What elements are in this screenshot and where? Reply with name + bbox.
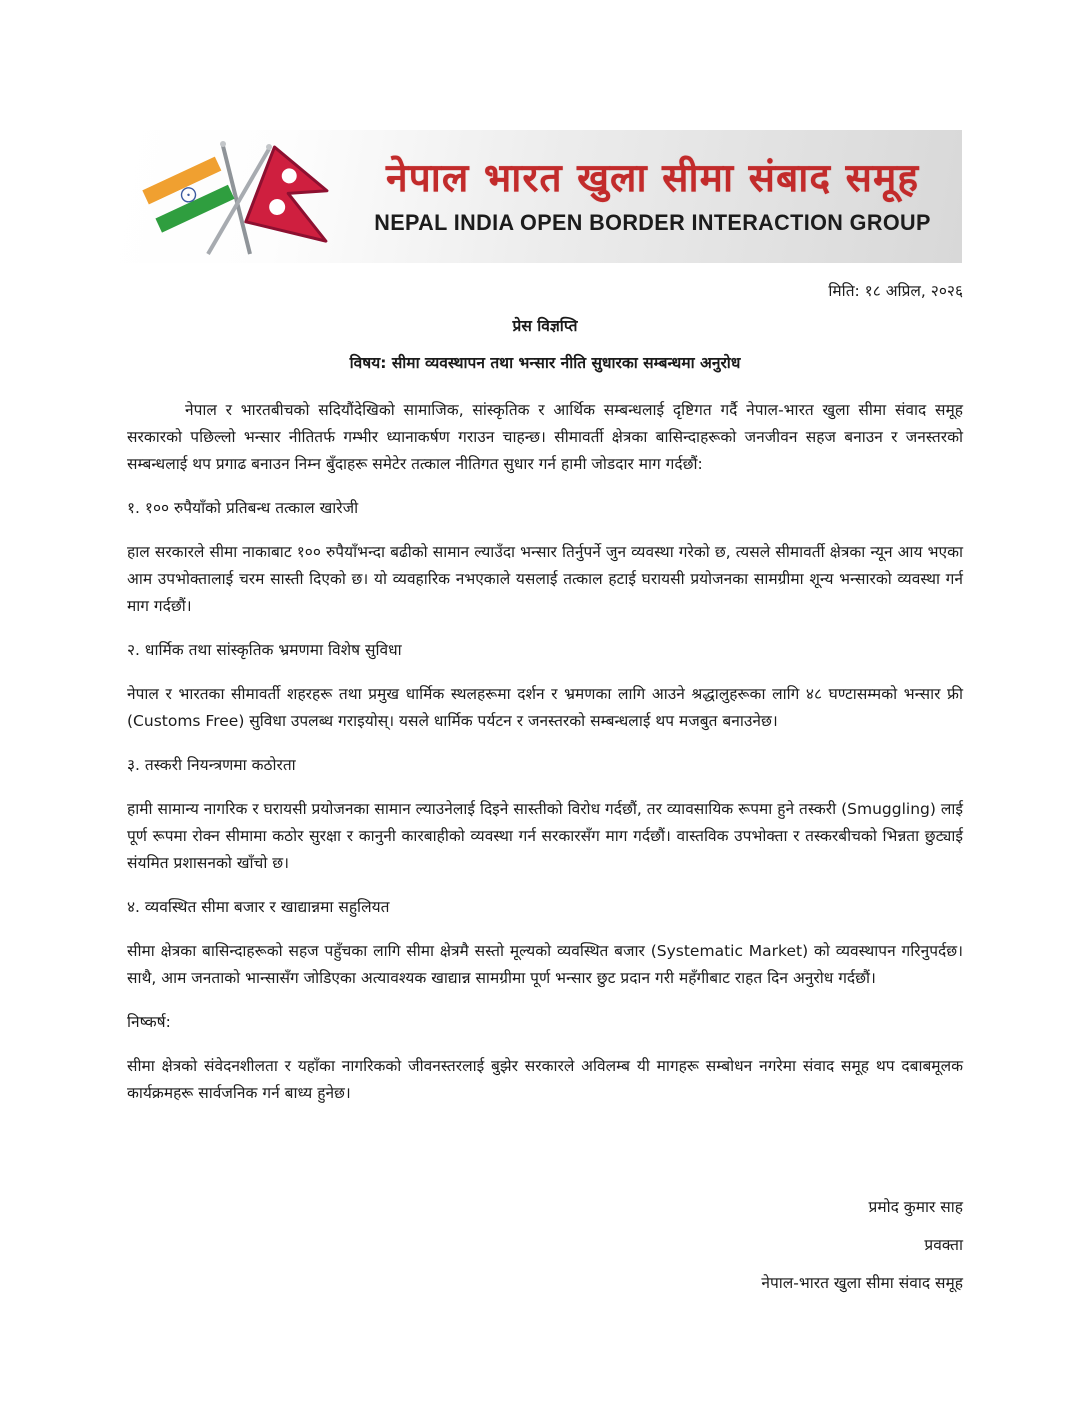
org-name-block [355, 157, 962, 237]
india-flag-icon [142, 157, 234, 233]
section-4-body: सीमा क्षेत्रका बासिन्दाहरूको सहज पहुँचका लागि सीमा क्षेत्रमै सस्तो मूल्यको व्यवस्थित बजार (Systematic Market) को व्यवस्थापन गरिनुपर्दछ। साथै, आम जनताको भान्सासँग जोडिएका अत्यावश्यक खाद्यान्न सामग्रीमा पूर्ण भन्सार छुट प्रदान गरी महँगीबाट राहत दिन अनुरोध गर्दछौं। [127, 942, 963, 987]
signatory-org: नेपाल-भारत खुला सीमा संवाद समूह [761, 1274, 963, 1292]
section-2-heading: २. धार्मिक तथा सांस्कृतिक भ्रमणमा विशेष सुविधा [127, 641, 402, 659]
section-4-heading: ४. व्यवस्थित सीमा बजार र खाद्यान्नमा सहुलियत [127, 898, 390, 916]
document-content [127, 278, 963, 1309]
org-logo [120, 130, 355, 263]
org-name-nepali: नेपाल भारत खुला सीमा संबाद समूह [385, 155, 920, 201]
signature-block [127, 1195, 963, 1296]
intro-paragraph: नेपाल र भारतबीचको सदियौंदेखिको सामाजिक, सांस्कृतिक र आर्थिक सम्बन्धलाई दृष्टिगत गर्दै नेपाल-भारत खुला सीमा संवाद समूह सरकारको पछिल्लो भन्सार नीतितर्फ गम्भीर ध्यानाकर्षण गराउन चाहन्छ। सीमावर्ती क्षेत्रका बासिन्दाहरूको जनजीवन सहज बनाउन र जनस्तरको सम्बन्धलाई थप प्रगाढ बनाउन निम्न बुँदाहरू समेटेर तत्काल नीतिगत सुधार गर्न हामी जोडदार माग गर्दछौं: [127, 401, 963, 473]
nepal-flag-icon [245, 145, 338, 242]
section-3-heading: ३. तस्करी नियन्त्रणमा कठोरता [127, 756, 296, 774]
org-name-english: NEPAL INDIA OPEN BORDER INTERACTION GROUP [374, 210, 931, 236]
conclusion-body: सीमा क्षेत्रको संवेदनशीलता र यहाँका नागरिकको जीवनस्तरलाई बुझेर सरकारले अविलम्ब यी मागहरू सम्बोधन नगरेमा संवाद समूह थप दबाबमूलक कार्यक्रमहरू सार्वजनिक गर्न बाध्य हुनेछ। [127, 1057, 963, 1102]
document-title: प्रेस विज्ञप्ति [512, 317, 578, 335]
india-nepal-crossed-flags-icon [138, 134, 338, 259]
signatory-role: प्रवक्ता [924, 1236, 963, 1254]
document-subject: विषय: सीमा व्यवस्थापन तथा भन्सार नीति सुधारका सम्बन्धमा अनुरोध [349, 354, 741, 372]
section-1-heading: १. १०० रुपैयाँको प्रतिबन्ध तत्काल खारेजी [127, 499, 359, 517]
letterhead-banner [120, 130, 962, 263]
date-line: मिति: १८ अप्रिल, २०२६ [828, 282, 963, 300]
section-2-body: नेपाल र भारतका सीमावर्ती शहरहरू तथा प्रमुख धार्मिक स्थलहरूमा दर्शन र भ्रमणका लागि आउने श्रद्धालुहरूका लागि ४८ घण्टासम्मको भन्सार फ्री (Customs Free) सुविधा उपलब्ध गराइयोस्। यसले धार्मिक पर्यटन र जनस्तरको सम्बन्धलाई थप मजबुत बनाउनेछ। [127, 685, 963, 730]
section-3-body: हामी सामान्य नागरिक र घरायसी प्रयोजनका सामान ल्याउनेलाई दिइने सास्तीको विरोध गर्दछौं, तर व्यावसायिक रूपमा हुने तस्करी (Smuggling) लाई पूर्ण रूपमा रोक्न सीमामा कठोर सुरक्षा र कानुनी कारबाहीको व्यवस्था गर्न सरकारसँग माग गर्दछौं। वास्तविक उपभोक्ता र तस्करबीचको भिन्नता छुट्याई संयमित प्रशासनको खाँचो छ। [127, 800, 963, 872]
section-1-body: हाल सरकारले सीमा नाकाबाट १०० रुपैयाँभन्दा बढीको सामान ल्याउँदा भन्सार तिर्नुपर्ने जुन व्यवस्था गरेको छ, त्यसले सीमावर्ती क्षेत्रका न्यून आय भएका आम उपभोक्तालाई चरम सास्ती दिएको छ। यो व्यवहारिक नभएकाले यसलाई तत्काल हटाई घरायसी प्रयोजनका सामग्रीमा शून्य भन्सारको व्यवस्था गर्न माग गर्दछौं। [127, 543, 963, 615]
conclusion-heading: निष्कर्ष: [127, 1013, 171, 1031]
signatory-name: प्रमोद कुमार साह [868, 1198, 963, 1216]
